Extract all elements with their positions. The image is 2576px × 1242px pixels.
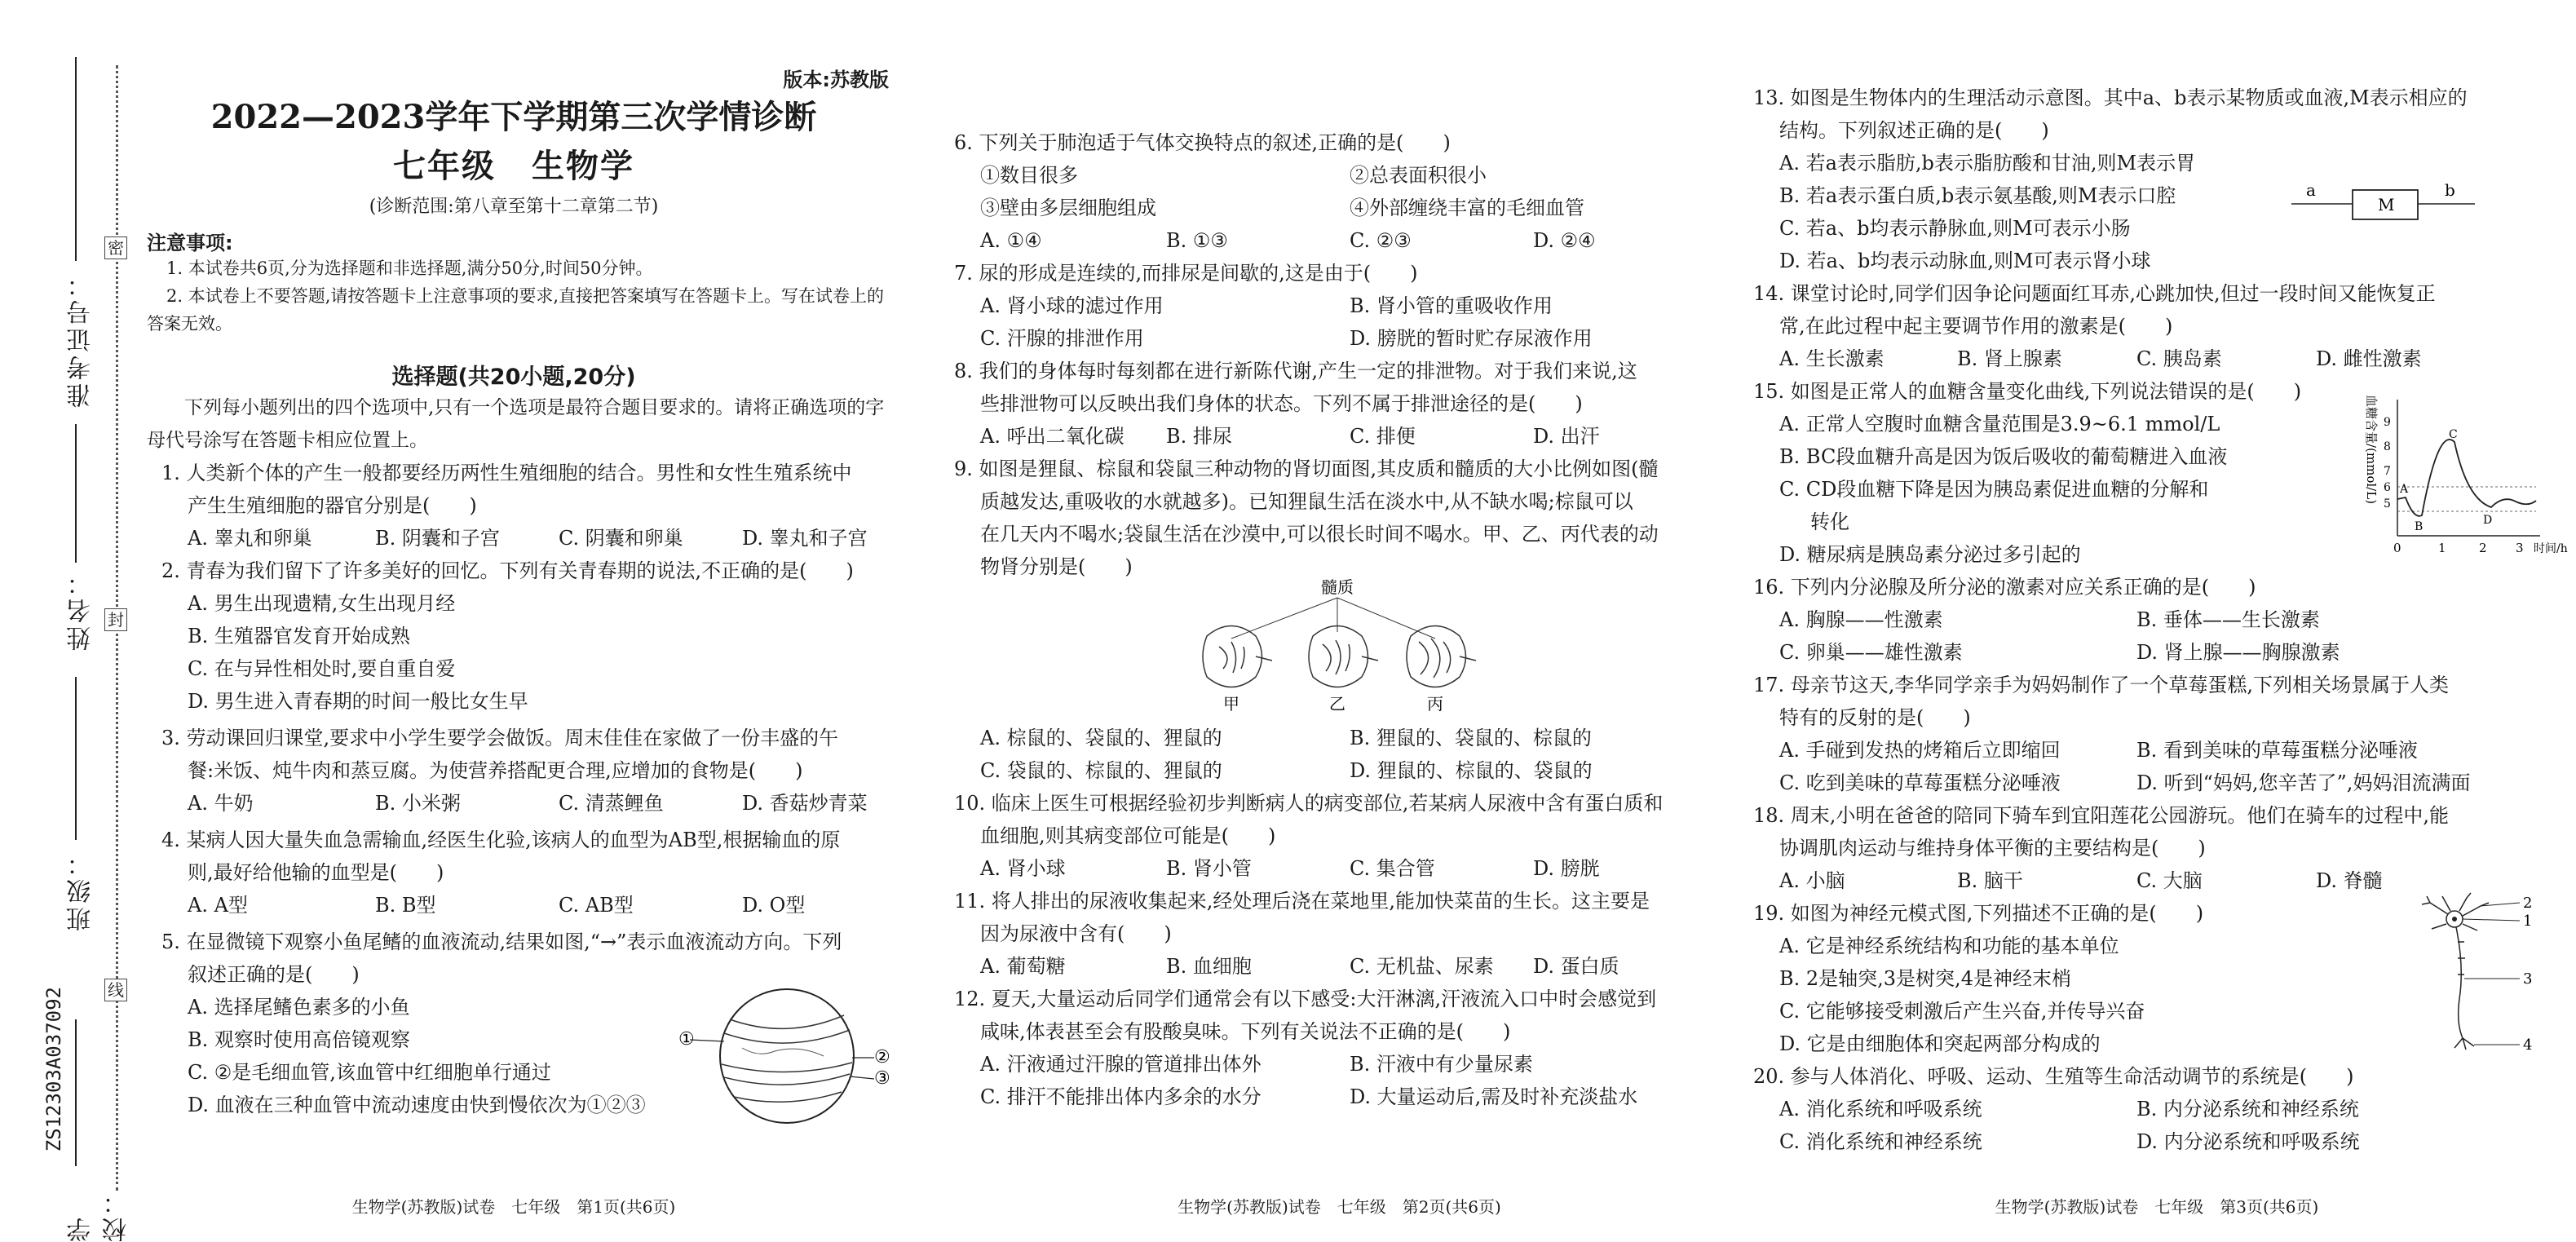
page-1-footer: 生物学(苏教版)试卷 七年级 第1页(共6页) [351, 1197, 676, 1217]
q19-label-1: 1 [2523, 913, 2533, 930]
q13-flow-figure [2283, 175, 2495, 224]
q15-option-a: A. 正常人空腹时血糖含量范围是3.9~6.1 mmol/L [1779, 413, 2220, 435]
q18-option-b: B. 脑干 [1957, 869, 2023, 892]
q16-option-d: D. 肾上腺——胸腺激素 [2136, 641, 2340, 664]
q3-option-c: C. 清蒸鲤鱼 [559, 792, 664, 815]
q18-stem-line2: 协调肌肉运动与维持身体平衡的主要结构是( ) [1779, 837, 2206, 860]
q2-stem: 2. 青春为我们留下了许多美好的回忆。下列有关青春期的说法,不正确的是( ) [161, 559, 854, 582]
name-line [75, 424, 77, 563]
q15-ylabel: 血糖含量/(mmol/L) [2364, 395, 2379, 505]
exam-page-3 [1753, 0, 2568, 1242]
q20-option-b: B. 内分泌系统和神经系统 [2136, 1098, 2359, 1120]
q15-option-b: B. BC段血糖升高是因为饭后吸收的葡萄糖进入血液 [1779, 445, 2228, 468]
kidney-bing [1407, 626, 1476, 687]
q7-option-a: A. 肾小球的滤过作用 [980, 294, 1164, 317]
q19-stem: 19. 如图为神经元模式图,下列描述不正确的是( ) [1753, 902, 2204, 925]
q15-stem: 15. 如图是正常人的血糖含量变化曲线,下列说法错误的是( ) [1753, 380, 2302, 403]
q19-option-d: D. 它是由细胞体和突起两部分构成的 [1779, 1032, 2101, 1055]
q5-option-b: B. 观察时使用高倍镜观察 [188, 1028, 410, 1051]
section-instructions: 下列每小题列出的四个选项中,只有一个选项是最符合题目要求的。请将正确选项的字母代号涂写在答题卡相应位置上。 [147, 397, 885, 451]
q17-option-c: C. 吃到美味的草莓蛋糕分泌唾液 [1779, 771, 2061, 794]
page-2-footer: 生物学(苏教版)试卷 七年级 第2页(共6页) [1178, 1197, 1501, 1217]
school-label: 学校： [67, 1187, 131, 1242]
q12-option-c: C. 排汗不能排出体内多余的水分 [980, 1085, 1261, 1108]
q15-option-d: D. 糖尿病是胰岛素分泌过多引起的 [1779, 543, 2081, 566]
grade-label: 七年级 [393, 147, 496, 185]
q1-option-d: D. 睾丸和子宫 [742, 527, 868, 550]
q13-stem-line2: 结构。下列叙述正确的是( ) [1779, 119, 2049, 142]
q16-option-a: A. 胸腺——性激素 [1779, 608, 1943, 631]
seal-char-feng: 封 [104, 608, 127, 631]
q12-stem-line2: 咸味,体表甚至会有股酸臭味。下列有关说法不正确的是( ) [980, 1020, 1511, 1043]
q19-label-4: 4 [2523, 1036, 2533, 1054]
q3-stem-line1: 3. 劳动课回归课堂,要求中小学生要学会做饭。周末佳佳在家做了一份丰盛的午 [161, 727, 839, 749]
q13-label-a: a [2306, 180, 2316, 200]
q11-option-a: A. 葡萄糖 [980, 955, 1066, 978]
q1-option-c: C. 阴囊和卵巢 [559, 527, 683, 550]
q4-option-d: D. O型 [742, 894, 806, 917]
class-line [75, 677, 77, 840]
q9-stem-line2: 质越发达,重吸收的水就越多)。已知狸鼠生活在淡水中,从不缺水喝;棕鼠可以 [980, 490, 1633, 513]
q11-option-d: D. 蛋白质 [1533, 955, 1619, 978]
q19-label-3: 3 [2523, 970, 2533, 988]
q19-option-b: B. 2是轴突,3是树突,4是神经末梢 [1779, 967, 2071, 990]
q15-ytick-6: 6 [2384, 481, 2391, 494]
q17-option-a: A. 手碰到发热的烤箱后立即缩回 [1779, 739, 2061, 762]
q13-option-a: A. 若a表示脂肪,b表示脂肪酸和甘油,则M表示胃 [1779, 152, 2196, 175]
q16-stem: 16. 下列内分泌腺及所分泌的激素对应关系正确的是( ) [1753, 576, 2256, 599]
q20-option-c: C. 消化系统和神经系统 [1779, 1130, 1982, 1153]
q7-option-d: D. 膀胱的暂时贮存尿液作用 [1350, 327, 1593, 350]
q13-option-c: C. 若a、b均表示静脉血,则M可表示小肠 [1779, 217, 2131, 240]
q8-option-d: D. 出汗 [1533, 425, 1600, 448]
subject-label: 生物学 [532, 147, 634, 185]
q15-ytick-8: 8 [2384, 440, 2391, 453]
q10-stem-line2: 血细胞,则其病变部位可能是( ) [980, 824, 1276, 847]
q15-ytick-7: 7 [2384, 465, 2391, 478]
q15-option-c: C. CD段血糖下降是因为胰岛素促进血糖的分解和 [1779, 478, 2209, 501]
q9-stem-line3: 在几天内不喝水;袋鼠生活在沙漠中,可以很长时间不喝水。甲、乙、丙代表的动 [980, 523, 1659, 546]
q15-xtick-3: 3 [2516, 541, 2524, 555]
q7-option-c: C. 汗腺的排泄作用 [980, 327, 1144, 350]
seal-char-mi: 密 [104, 236, 127, 259]
q5-option-a: A. 选择尾鳍色素多的小鱼 [188, 996, 410, 1019]
q6-item-2: ②总表面积很小 [1350, 164, 1487, 187]
q15-xtick-0: 0 [2393, 541, 2401, 555]
q20-option-a: A. 消化系统和呼吸系统 [1779, 1098, 1982, 1120]
q18-option-c: C. 大脑 [2136, 869, 2203, 892]
q6-option-b: B. ①③ [1166, 229, 1228, 252]
q2-option-a: A. 男生出现遗精,女生出现月经 [188, 592, 456, 615]
seal-char-xian: 线 [104, 979, 127, 1001]
q6-item-1: ①数目很多 [980, 164, 1078, 187]
q19-option-c: C. 它能够接受刺激后产生兴奋,并传导兴奋 [1779, 1000, 2145, 1023]
q9-label-bing: 丙 [1427, 694, 1443, 714]
q4-option-b: B. B型 [375, 894, 436, 917]
q14-stem-line2: 常,在此过程中起主要调节作用的激素是( ) [1779, 315, 2173, 338]
note-2: 2. 本试卷上不要答题,请按答题卡上注意事项的要求,直接把答案填写在答题卡上。写在试卷上的答案无效。 [147, 286, 885, 334]
q13-stem-line1: 13. 如图是生物体内的生理活动示意图。其中a、b表示某物质或血液,M表示相应的 [1753, 86, 2468, 109]
kidney-jia [1203, 626, 1272, 687]
q15-ytick-9: 9 [2384, 416, 2391, 429]
q10-option-a: A. 肾小球 [980, 857, 1066, 880]
q5-stem-line1: 5. 在显微镜下观察小鱼尾鳍的血液流动,结果如图,“→”表示血液流动方向。下列 [161, 930, 842, 953]
q13-option-b: B. 若a表示蛋白质,b表示氨基酸,则M表示口腔 [1779, 184, 2176, 207]
exam-page-1 [122, 0, 905, 1242]
section-heading: 选择题(共20小题,20分) [391, 365, 636, 390]
notes-heading: 注意事项: [147, 232, 233, 254]
q15-point-b: B [2415, 520, 2424, 533]
exam-number-label: 准考证号： [67, 269, 95, 408]
q4-option-c: C. AB型 [559, 894, 634, 917]
q16-option-c: C. 卵巢——雄性激素 [1779, 641, 1963, 664]
q5-label-1: ① [678, 1029, 695, 1050]
q15-xtick-1: 1 [2438, 541, 2446, 555]
q15-point-a: A [2400, 483, 2409, 496]
q11-stem-line1: 11. 将人排出的尿液收集起来,经处理后浇在菜地里,能加快菜苗的生长。这主要是 [954, 890, 1650, 913]
q17-option-b: B. 看到美味的草莓蛋糕分泌唾液 [2136, 739, 2418, 762]
q5-option-d: D. 血液在三种血管中流动速度由快到慢依次为①②③ [188, 1094, 646, 1116]
q15-glucose-curve [2397, 440, 2536, 516]
page-3-footer: 生物学(苏教版)试卷 七年级 第3页(共6页) [1995, 1197, 2319, 1217]
q10-stem-line1: 10. 临床上医生可根据经验初步判断病人的病变部位,若某病人尿液中含有蛋白质和 [954, 792, 1664, 815]
q13-label-b: b [2445, 180, 2455, 200]
q1-stem-line2: 产生生殖细胞的器官分别是( ) [188, 494, 477, 517]
q14-stem-line1: 14. 课堂讨论时,同学们因争论问题面红耳赤,心跳加快,但过一段时间又能恢复正 [1753, 282, 2436, 305]
q12-option-b: B. 汗液中有少量尿素 [1350, 1053, 1533, 1076]
q10-option-d: D. 膀胱 [1533, 857, 1600, 880]
q9-option-b: B. 狸鼠的、袋鼠的、棕鼠的 [1350, 727, 1592, 749]
q6-option-a: A. ①④ [980, 229, 1042, 252]
exam-number-line [75, 57, 77, 261]
q9-option-a: A. 棕鼠的、袋鼠的、狸鼠的 [980, 727, 1222, 749]
q15-point-c: C [2449, 428, 2458, 441]
exam-title: 2022—2023学年下学期第三次学情诊断 [210, 98, 817, 136]
q6-stem: 6. 下列关于肺泡适于气体交换特点的叙述,正确的是( ) [954, 131, 1451, 154]
q19-neuron-figure [2373, 893, 2552, 1052]
q13-option-d: D. 若a、b均表示动脉血,则M可表示肾小球 [1779, 250, 2151, 272]
q9-option-d: D. 狸鼠的、棕鼠的、袋鼠的 [1350, 759, 1593, 782]
edition-label: 版本:苏教版 [783, 69, 889, 91]
q3-option-b: B. 小米粥 [375, 792, 461, 815]
q1-option-a: A. 睾丸和卵巢 [188, 527, 312, 550]
exam-page-2 [954, 0, 1725, 1242]
q1-stem-line1: 1. 人类新个体的产生一般都要经历两性生殖细胞的结合。男性和女性生殖系统中 [161, 462, 852, 484]
q18-option-d: D. 脊髓 [2316, 869, 2383, 892]
q17-stem-line1: 17. 母亲节这天,李华同学亲手为妈妈制作了一个草莓蛋糕,下列相关场景属于人类 [1753, 674, 2450, 696]
q1-option-b: B. 阴囊和子宫 [375, 527, 500, 550]
q12-option-a: A. 汗液通过汗腺的管道排出体外 [980, 1053, 1261, 1076]
q4-option-a: A. A型 [188, 894, 248, 917]
q17-option-d: D. 听到“妈妈,您辛苦了”,妈妈泪流满面 [2136, 771, 2471, 794]
q14-option-c: C. 胰岛素 [2136, 347, 2222, 370]
exam-code: ZS12303A037092 [42, 987, 65, 1152]
q6-option-c: C. ②③ [1350, 229, 1412, 252]
q14-option-a: A. 生长激素 [1779, 347, 1885, 370]
q15-ytick-5: 5 [2384, 497, 2391, 511]
q15-xlabel: 时间/h [2534, 542, 2568, 555]
q8-option-b: B. 排尿 [1166, 425, 1232, 448]
q11-stem-line2: 因为尿液中含有( ) [980, 922, 1172, 945]
q15-glucose-chart [2361, 393, 2568, 564]
q5-option-c: C. ②是毛细血管,该血管中红细胞单行通过 [188, 1061, 551, 1084]
q2-option-d: D. 男生进入青春期的时间一般比女生早 [188, 690, 528, 713]
q12-stem-line1: 12. 夏天,大量运动后同学们通常会有以下感受:大汗淋漓,汗液流入口中时会感觉到 [954, 988, 1657, 1010]
q5-label-3: ③ [874, 1068, 890, 1089]
q10-option-b: B. 肾小管 [1166, 857, 1252, 880]
q5-label-2: ② [874, 1047, 890, 1067]
q2-option-b: B. 生殖器官发育开始成熟 [188, 625, 410, 648]
q19-label-2: 2 [2523, 895, 2533, 912]
q13-label-m: M [2378, 195, 2395, 214]
exam-subtitle [122, 140, 905, 187]
q8-stem-line2: 些排泄物可以反映出我们身体的状态。下列不属于排泄途径的是( ) [980, 392, 1583, 415]
q8-option-c: C. 排便 [1350, 425, 1416, 448]
q9-stem-line1: 9. 如图是狸鼠、棕鼠和袋鼠三种动物的肾切面图,其皮质和髓质的大小比例如图(髓 [954, 457, 1659, 480]
q18-option-a: A. 小脑 [1779, 869, 1845, 892]
q9-kidney-figure [1174, 575, 1500, 714]
q9-medulla-label: 髓质 [1321, 577, 1354, 597]
q16-option-b: B. 垂体——生长激素 [2136, 608, 2320, 631]
q5-stem-line2: 叙述正确的是( ) [188, 963, 360, 986]
name-label: 姓名： [67, 568, 95, 651]
q3-option-d: D. 香菇炒青菜 [742, 792, 868, 815]
class-label: 班级： [67, 848, 95, 931]
q6-option-d: D. ②④ [1533, 229, 1596, 252]
q18-stem-line1: 18. 周末,小明在爸爸的陪同下骑车到宜阳莲花公园游玩。他们在骑车的过程中,能 [1753, 804, 2450, 827]
note-1: 1. 本试卷共6页,分为选择题和非选择题,满分50分,时间50分钟。 [166, 259, 653, 278]
q2-option-c: C. 在与异性相处时,要自重自爱 [188, 657, 456, 680]
q8-option-a: A. 呼出二氧化碳 [980, 425, 1125, 448]
q3-stem-line2: 餐:米饭、炖牛肉和蒸豆腐。为使营养搭配更合理,应增加的食物是( ) [188, 759, 803, 782]
q10-option-c: C. 集合管 [1350, 857, 1435, 880]
q15-option-c-cont: 转化 [1810, 511, 1849, 533]
q14-option-d: D. 雌性激素 [2316, 347, 2422, 370]
binding-margin [0, 0, 131, 1242]
q19-option-a: A. 它是神经系统结构和功能的基本单位 [1779, 935, 2119, 957]
q4-stem-line2: 则,最好给他输的血型是( ) [188, 861, 444, 884]
q14-option-b: B. 肾上腺素 [1957, 347, 2062, 370]
q9-option-c: C. 袋鼠的、棕鼠的、狸鼠的 [980, 759, 1222, 782]
q4-stem-line1: 4. 某病人因大量失血急需输血,经医生化验,该病人的血型为AB型,根据输血的原 [161, 829, 841, 851]
q7-option-b: B. 肾小管的重吸收作用 [1350, 294, 1553, 317]
q9-label-yi: 乙 [1329, 694, 1345, 714]
q7-stem: 7. 尿的形成是连续的,而排尿是间歇的,这是由于( ) [954, 262, 1418, 285]
q5-blood-flow-figure [678, 983, 890, 1129]
q15-point-d: D [2483, 514, 2493, 527]
q11-option-c: C. 无机盐、尿素 [1350, 955, 1494, 978]
q8-stem-line1: 8. 我们的身体每时每刻都在进行新陈代谢,产生一定的排泄物。对于我们来说,这 [954, 360, 1637, 382]
kidney-yi [1309, 626, 1378, 687]
q15-xtick-2: 2 [2479, 541, 2487, 555]
q3-option-a: A. 牛奶 [188, 792, 254, 815]
q9-label-jia: 甲 [1223, 694, 1239, 714]
q11-option-b: B. 血细胞 [1166, 955, 1252, 978]
q20-option-d: D. 内分泌系统和呼吸系统 [2136, 1130, 2360, 1153]
school-line [75, 1019, 77, 1166]
q17-stem-line2: 特有的反射的是( ) [1779, 706, 1971, 729]
q6-item-3: ③壁由多层细胞组成 [980, 197, 1156, 219]
q9-stem-line4: 物肾分别是( ) [980, 555, 1133, 578]
q6-item-4: ④外部缠绕丰富的毛细血管 [1350, 197, 1584, 219]
q12-option-d: D. 大量运动后,需及时补充淡盐水 [1350, 1085, 1638, 1108]
q20-stem: 20. 参与人体消化、呼吸、运动、生殖等生命活动调节的系统是( ) [1753, 1065, 2354, 1088]
exam-scope: (诊断范围:第八章至第十二章第二节) [369, 197, 659, 217]
